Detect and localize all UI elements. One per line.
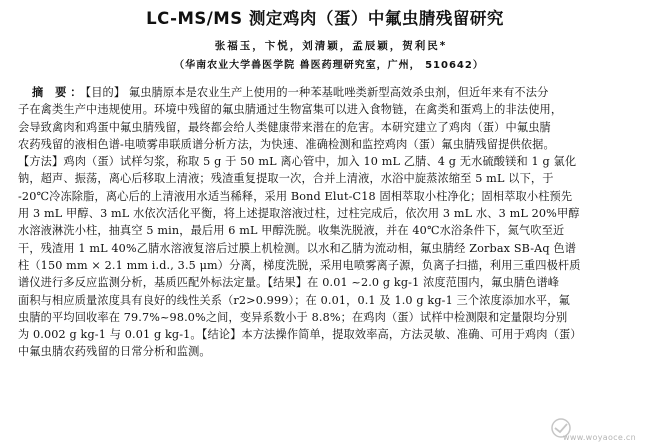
abstract-line-13: 虫腈的平均回收率在 79.7%~98.0%之间，变异系数小于 8.8%；在鸡肉（蛋）试样中检测限和定量限均分别	[18, 310, 568, 324]
abstract-line-15: 中氟虫腈农药残留的日常分析和监测。	[18, 345, 211, 359]
abstract-line-12: 面积与相应质量浓度具有良好的线性关系（r2>0.999）；在 0.01，0.1 及 1.0 g kg-1 三个浓度添加水平，氟	[18, 293, 570, 307]
abstract-line-3: 农药残留的液相色谱-电喷雾串联质谱分析方法，为快速、准确检测和监控鸡肉（蛋）氟虫腈残留提供依据。	[18, 137, 555, 151]
watermark-text: www.woyaoce.cn	[563, 433, 636, 442]
abstract-line-4: 【方法】鸡肉（蛋）试样匀浆，称取 5 g 于 50 mL 离心管中，加入 10 mL 乙腈、4 g 无水硫酸镁和 1 g 氯化	[18, 155, 577, 169]
paper-authors: 张福玉，卞悦，刘清颖，孟辰颖，贺利民*	[214, 40, 448, 52]
abstract-line-0	[18, 84, 632, 101]
abstract-label: 摘 要：	[32, 86, 86, 99]
abstract-line-2: 会导致禽肉和鸡蛋中氟虫腈残留，最终都会给人类健康带来潜在的危害。本研究建立了鸡肉（蛋）中氟虫腈	[18, 120, 551, 134]
abstract-line-6: -20℃冷冻除脂，离心后的上清液用水适当稀释，采用 Bond Elut-C18 固相萃取小柱净化；固相萃取小柱预先	[18, 189, 573, 203]
abstract-line-14: 为 0.002 g kg-1 与 0.01 g kg-1。【结论】本方法操作简单，提取效率高，方法灵敏、准确、可用于鸡肉（蛋）	[18, 328, 582, 342]
site-watermark	[540, 416, 640, 442]
paper-affiliation: （华南农业大学兽医学院 兽医药理研究室，广州， 510642）	[174, 60, 484, 71]
abstract-line-8: 水溶液淋洗小柱，抽真空 5 min，最后用 6 mL 甲醇洗脱。收集洗脱液，并在 40℃水浴条件下，氮气吹至近	[18, 224, 565, 238]
abstract-line-11: 谱仪进行多反应监测分析，基质匹配外标法定量。【结果】在 0.01 ~2.0 g kg-1 浓度范围内，氟虫腈色谱峰	[18, 276, 560, 290]
abstract-line-1: 子在禽类生产中违规使用。环境中残留的氟虫腈通过生物富集可以进入食物链，在禽类和蛋鸡上的非法使用，	[18, 103, 563, 117]
abstract-line-7: 用 3 mL 甲醇、3 mL 水依次活化平衡，将上述提取溶液过柱，过柱完成后，依次用 3 mL 水、3 mL 20%甲醇	[18, 207, 580, 221]
paper-title: LC-MS/MS 测定鸡肉（蛋）中氟虫腈残留研究	[146, 9, 504, 28]
abstract-line-10: 柱（150 mm × 2.1 mm i.d., 3.5 μm）分离，梯度洗脱，采用电喷雾离子源，负离子扫描，利用三重四极杆质	[18, 258, 581, 272]
abstract-line-5: 钠，超声、振荡，离心后移取上清液；残渣重复提取一次，合并上清液，水浴中旋蒸浓缩至 5 mL 以下，于	[18, 172, 554, 186]
abstract-line-9: 干，残渣用 1 mL 40%乙腈水溶液复溶后过膜上机检测。以水和乙腈为流动相，氟虫腈经 Zorbax SB-Aq 色谱	[18, 241, 577, 255]
abstract-line-text: 【目的】 氟虫腈原本是农业生产上使用的一种苯基吡唑类新型高效杀虫剂，但近年来有不法分	[85, 86, 549, 99]
abstract-body	[18, 84, 632, 361]
